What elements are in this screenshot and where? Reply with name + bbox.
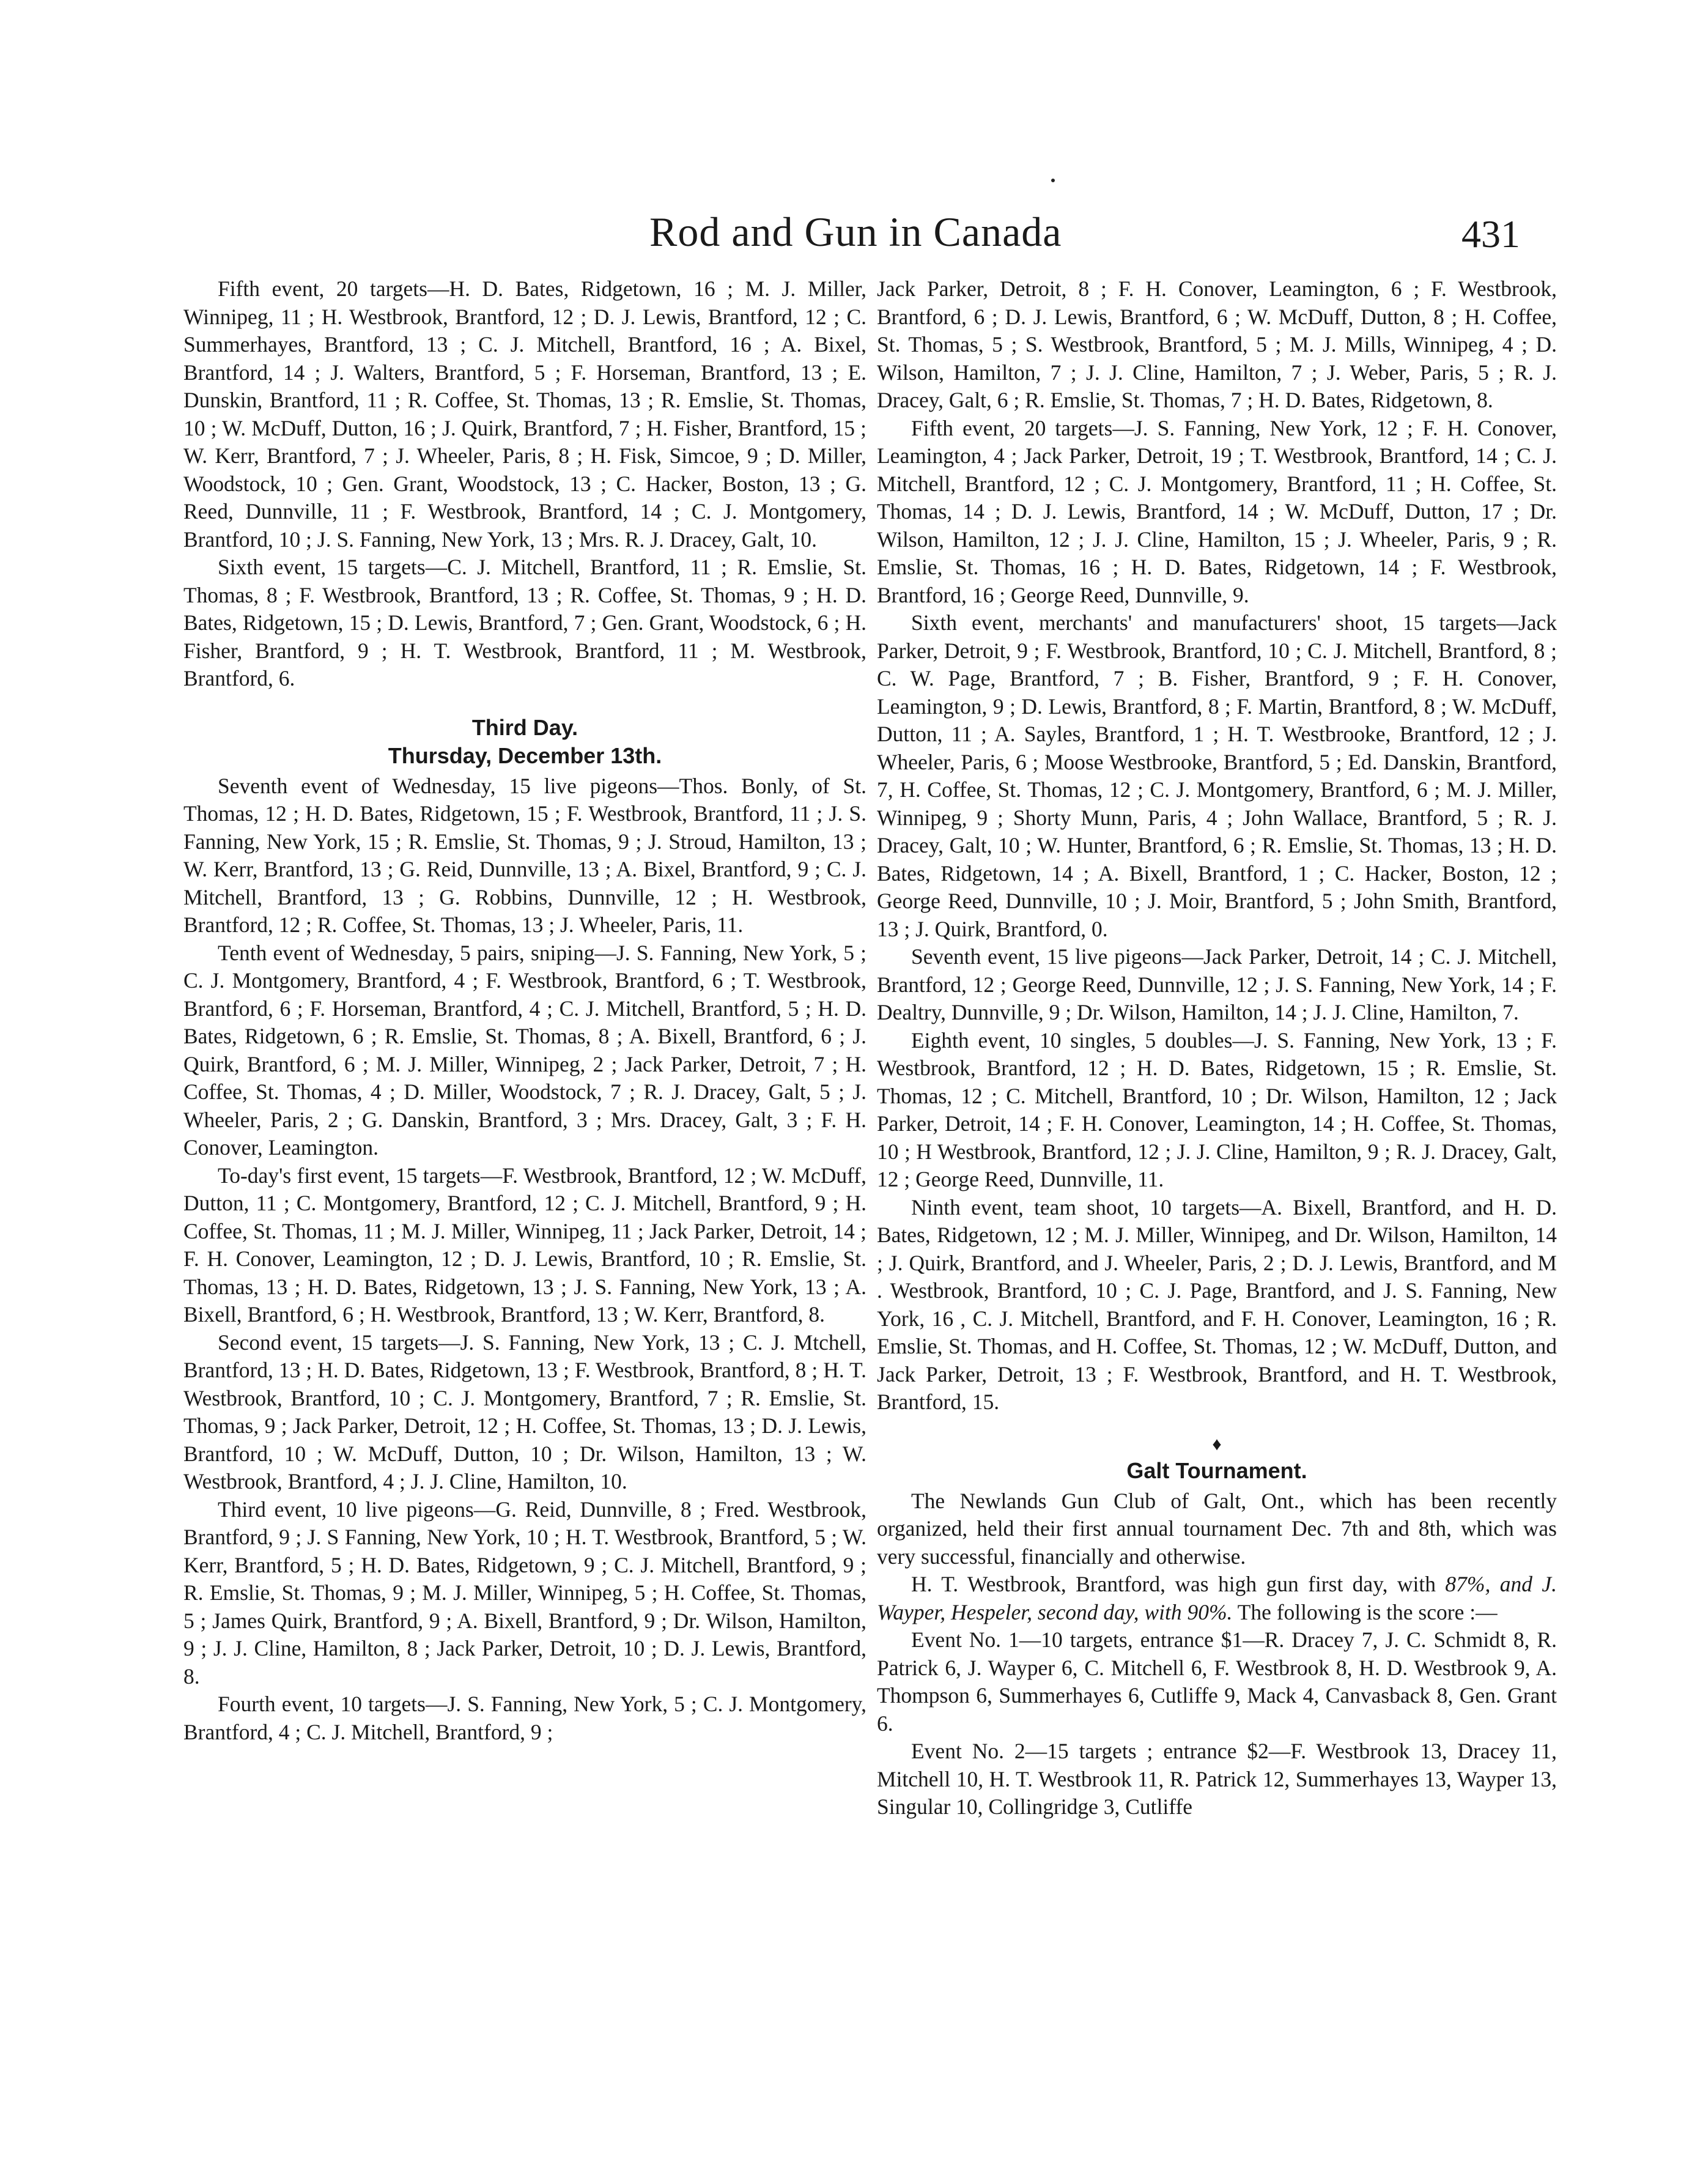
paragraph: Fifth event, 20 targets—H. D. Bates, Ridgetown, 16 ; M. J. Miller, Winnipeg, 11 ; H. Westbrook, Brantford, 12 ; D. J. Lewis, Brantford, 12 ; C. Summerhayes, Brantford, 13 ; C. J. Mitchell, Brantford, 16 ; A. Bixel, Brantford, 14 ; J. Walters, Brantford, 5 ; F. Horseman, Brantford, 13 ; E. Dunskin, Brantford, 11 ; R. Coffee, St. Thomas, 13 ; R. Emslie, St. Thomas, 10 ; W. McDuff, Dutton, 16 ; J. Quirk, Brantford, 7 ; H. Fisher, Brantford, 15 ; W. Kerr, Brantford, 7 ; J. Wheeler, Paris, 8 ; H. Fisk, Simcoe, 9 ; D. Miller, Woodstock, 10 ; Gen. Grant, Woodstock, 13 ; C. Hacker, Boston, 13 ; G. Reed, Dunnville, 11 ; F. Westbrook, Brantford, 14 ; C. J. Montgomery, Brantford, 10 ; J. S. Fanning, New York, 13 ; Mrs. R. J. Dracey, Galt, 10. — [183, 276, 866, 552]
paragraph: Fifth event, 20 targets—J. S. Fanning, New York, 12 ; F. H. Conover, Leamington, 4 ; Jack Parker, Detroit, 19 ; T. Westbrook, Brantford, 14 ; C. J. Mitchell, Brantford, 12 ; C. J. Montgomery, Brantford, 11 ; H. Coffee, St. Thomas, 14 ; D. J. Lewis, Brantford, 14 ; W. McDuff, Dutton, 17 ; Dr. Wilson, Hamilton, 12 ; J. J. Cline, Hamilton, 15 ; J. Wheeler, Paris, 9 ; R. Emslie, St. Thomas, 16 ; H. D. Bates, Ridgetown, 14 ; F. Westbrook, Brantford, 16 ; George Reed, Dunnville, 9. — [877, 415, 1557, 607]
paragraph: Sixth event, merchants' and manufacturers' shoot, 15 targets—Jack Parker, Detroit, 9 ; F. Westbrook, Brantford, 10 ; C. J. Mitchell, Brantford, 8 ; C. W. Page, Brantford, 7 ; B. Fisher, Brantford, 9 ; F. H. Conover, Leamington, 9 ; D. Lewis, Brantford, 8 ; F. Martin, Brantford, 8 ; W. McDuff, Dutton, 11 ; A. Sayles, Brantford, 1 ; H. T. Westbrooke, Brantford, 12 ; J. Wheeler, Paris, 6 ; Moose Westbrooke, Brantford, 5 ; Ed. Danskin, Brantford, 7, H. Coffee, St. Thomas, 12 ; C. J. Montgomery, Brantford, 6 ; M. J. Miller, Winnipeg, 9 ; Shorty Munn, Paris, 4 ; John Wallace, Brantford, 5 ; R. J. Dracey, Galt, 10 ; W. Hunter, Brantford, 6 ; R. Emslie, St. Thomas, 13 ; H. D. Bates, Ridgetown, 14 ; A. Bixell, Brantford, 1 ; C. Hacker, Boston, 12 ; George Reed, Dunnville, 10 ; J. Moir, Brantford, 5 ; John Smith, Brantford, 13 ; J. Quirk, Brantford, 0. — [877, 610, 1557, 941]
page-number: 431 — [1461, 212, 1520, 256]
paragraph: To-day's first event, 15 targets—F. Westbrook, Brantford, 12 ; W. McDuff, Dutton, 11 ; C. Montgomery, Brantford, 12 ; C. J. Mitchell, Brantford, 9 ; H. Coffee, St. Thomas, 11 ; M. J. Miller, Winnipeg, 11 ; Jack Parker, Detroit, 14 ; F. H. Conover, Leamington, 12 ; D. J. Lewis, Brantford, 10 ; R. Emslie, St. Thomas, 13 ; H. D. Bates, Ridgetown, 13 ; J. S. Fanning, New York, 13 ; A. Bixell, Brantford, 6 ; H. Westbrook, Brantford, 13 ; W. Kerr, Brantford, 8. — [183, 1163, 866, 1327]
section-heading: Third Day. — [471, 714, 578, 740]
paragraph — [877, 1571, 1557, 1626]
paragraph: Fourth event, 10 targets—J. S. Fanning, New York, 5 ; C. J. Montgomery, Brantford, 4 ; C. J. Mitchell, Brantford, 9 ; — [183, 1692, 866, 1744]
paragraph: Event No. 1—10 targets, entrance $1—R. Dracey 7, J. C. Schmidt 8, R. Patrick 6, J. Wayper 6, C. Mitchell 6, F. Westbrook 8, H. D. Westbrook 9, A. Thompson 6, Summerhayes 6, Cutliffe 9, Mack 4, Canvasback 8, Gen. Grant 6. — [877, 1627, 1557, 1736]
diamond-ornament: ♦ — [1212, 1434, 1222, 1454]
paragraph: Ninth event, team shoot, 10 targets—A. Bixell, Brantford, and H. D. Bates, Ridgetown, 12 ; M. J. Miller, Winnipeg, and Dr. Wilson, Hamilton, 14 ; J. Quirk, Brantford, and J. Wheeler, Paris, 2 ; D. J. Lewis, Brantford, and M . Westbrook, Brantford, 10 ; C. J. Page, Brantford, and J. S. Fanning, New York, 16 , C. J. Mitchell, Brantford, and F. H. Conover, Leamington, 16 ; R. Emslie, St. Thomas, and H. Coffee, St. Thomas, 12 ; W. McDuff, Dutton, and Jack Parker, Detroit, 13 ; F. Westbrook, Brantford, and H. T. Westbrook, Brantford, 15. — [877, 1194, 1557, 1414]
section-heading: Galt Tournament. — [1126, 1457, 1307, 1483]
paragraph: Third event, 10 live pigeons—G. Reid, Dunnville, 8 ; Fred. Westbrook, Brantford, 9 ; J. S Fanning, New York, 10 ; H. T. Westbrook, Brantford, 5 ; W. Kerr, Brantford, 5 ; H. D. Bates, Ridgetown, 9 ; C. J. Mitchell, Brantford, 9 ; R. Emslie, St. Thomas, 9 ; M. J. Miller, Winnipeg, 5 ; H. Coffee, St. Thomas, 5 ; James Quirk, Brantford, 9 ; A. Bixell, Brantford, 9 ; Dr. Wilson, Hamilton, 9 ; J. J. Cline, Hamilton, 8 ; Jack Parker, Detroit, 10 ; D. J. Lewis, Brantford, 8. — [183, 1497, 866, 1689]
page-mark — [1051, 179, 1055, 182]
text-run: H. T. Westbrook, Brantford, was high gun first day, with — [911, 1572, 1436, 1596]
paragraph: Eighth event, 10 singles, 5 doubles—J. S. Fanning, New York, 13 ; F. Westbrook, Brantford, 12 ; H. D. Bates, Ridgetown, 15 ; R. Emslie, St. Thomas, 12 ; C. Mitchell, Brantford, 10 ; Dr. Wilson, Hamilton, 12 ; Jack Parker, Detroit, 14 ; F. H. Conover, Leamington, 14 ; H. Coffee, St. Thomas, 10 ; H Westbrook, Brantford, 12 ; J. J. Cline, Hamilton, 9 ; R. J. Dracey, Galt, 12 ; George Reed, Dunnville, 11. — [877, 1027, 1557, 1191]
running-head: Rod and Gun in Canada — [649, 209, 1062, 255]
text-run: The following is the score :— — [1237, 1599, 1498, 1624]
paragraph: Seventh event, 15 live pigeons—Jack Parker, Detroit, 14 ; C. J. Mitchell, Brantford, 12 ; George Reed, Dunnville, 12 ; J. S. Fanning, New York, 14 ; F. Dealtry, Dunnville, 9 ; Dr. Wilson, Hamilton, 14 ; J. J. Cline, Hamilton, 7. — [877, 944, 1557, 1024]
paragraph: Tenth event of Wednesday, 5 pairs, sniping—J. S. Fanning, New York, 5 ; C. J. Montgomery, Brantford, 4 ; F. Westbrook, Brantford, 6 ; T. Westbrook, Brantford, 6 ; F. Horseman, Brantford, 4 ; C. J. Mitchell, Brantford, 5 ; H. D. Bates, Ridgetown, 6 ; R. Emslie, St. Thomas, 8 ; A. Bixell, Brantford, 6 ; J. Quirk, Brantford, 6 ; M. J. Miller, Winnipeg, 2 ; Jack Parker, Detroit, 7 ; H. Coffee, St. Thomas, 4 ; D. Miller, Woodstock, 7 ; R. J. Dracey, Galt, 5 ; J. Wheeler, Paris, 2 ; G. Danskin, Brantford, 3 ; Mrs. Dracey, Galt, 3 ; F. H. Conover, Leamington. — [183, 940, 866, 1160]
paragraph: Second event, 15 targets—J. S. Fanning, New York, 13 ; C. J. Mtchell, Brantford, 13 ; H. D. Bates, Ridgetown, 13 ; F. Westbrook, Brantford, 8 ; H. T. Westbrook, Brantford, 10 ; C. J. Montgomery, Brantford, 7 ; R. Emslie, St. Thomas, 9 ; Jack Parker, Detroit, 12 ; H. Coffee, St. Thomas, 13 ; D. J. Lewis, Brantford, 10 ; W. McDuff, Dutton, 10 ; Dr. Wilson, Hamilton, 13 ; W. Westbrook, Brantford, 4 ; J. J. Cline, Hamilton, 10. — [183, 1330, 866, 1494]
section-subheading: Thursday, December 13th. — [388, 742, 662, 768]
paragraph: Event No. 2—15 targets ; entrance $2—F. Westbrook 13, Dracey 11, Mitchell 10, H. T. Westbrook 11, R. Patrick 12, Summerhayes 13, Wayper 13, Singular 10, Collingridge 3, Cutliffe — [877, 1739, 1557, 1819]
paragraph: Jack Parker, Detroit, 8 ; F. H. Conover, Leamington, 6 ; F. Westbrook, Brantford, 6 ; D. J. Lewis, Brantford, 6 ; W. McDuff, Dutton, 8 ; H. Coffee, St. Thomas, 5 ; S. Westbrook, Brantford, 5 ; M. J. Mills, Winnipeg, 4 ; D. Wilson, Hamilton, 7 ; J. J. Cline, Hamilton, 7 ; J. Weber, Paris, 5 ; R. J. Dracey, Galt, 6 ; R. Emslie, St. Thomas, 7 ; H. D. Bates, Ridgetown, 8. — [877, 276, 1557, 412]
paragraph: The Newlands Gun Club of Galt, Ont., which has been recently organized, held their first annual tournament Dec. 7th and 8th, which was very successful, financially and otherwise. — [877, 1488, 1557, 1569]
left-column — [183, 275, 866, 1746]
paragraph: Sixth event, 15 targets—C. J. Mitchell, Brantford, 11 ; R. Emslie, St. Thomas, 8 ; F. Westbrook, Brantford, 13 ; R. Coffee, St. Thomas, 9 ; H. D. Bates, Ridgetown, 15 ; D. Lewis, Brantford, 7 ; Gen. Grant, Woodstock, 6 ; H. Fisher, Brantford, 9 ; H. T. Westbrook, Brantford, 11 ; M. Westbrook, Brantford, 6. — [183, 555, 866, 690]
paragraph: Seventh event of Wednesday, 15 live pigeons—Thos. Bonly, of St. Thomas, 12 ; H. D. Bates, Ridgetown, 15 ; F. Westbrook, Brantford, 11 ; J. S. Fanning, New York, 15 ; R. Emslie, St. Thomas, 9 ; J. Stroud, Hamilton, 13 ; W. Kerr, Brantford, 13 ; G. Reid, Dunnville, 13 ; A. Bixel, Brantford, 9 ; C. J. Mitchell, Brantford, 13 ; G. Robbins, Dunnville, 12 ; H. Westbrook, Brantford, 12 ; R. Coffee, St. Thomas, 13 ; J. Wheeler, Paris, 11. — [183, 773, 866, 937]
right-column — [877, 275, 1557, 1821]
italic-text-run: 87%, and J. Wayper, Hespeler, second day, with 90%. — [877, 1572, 1557, 1624]
